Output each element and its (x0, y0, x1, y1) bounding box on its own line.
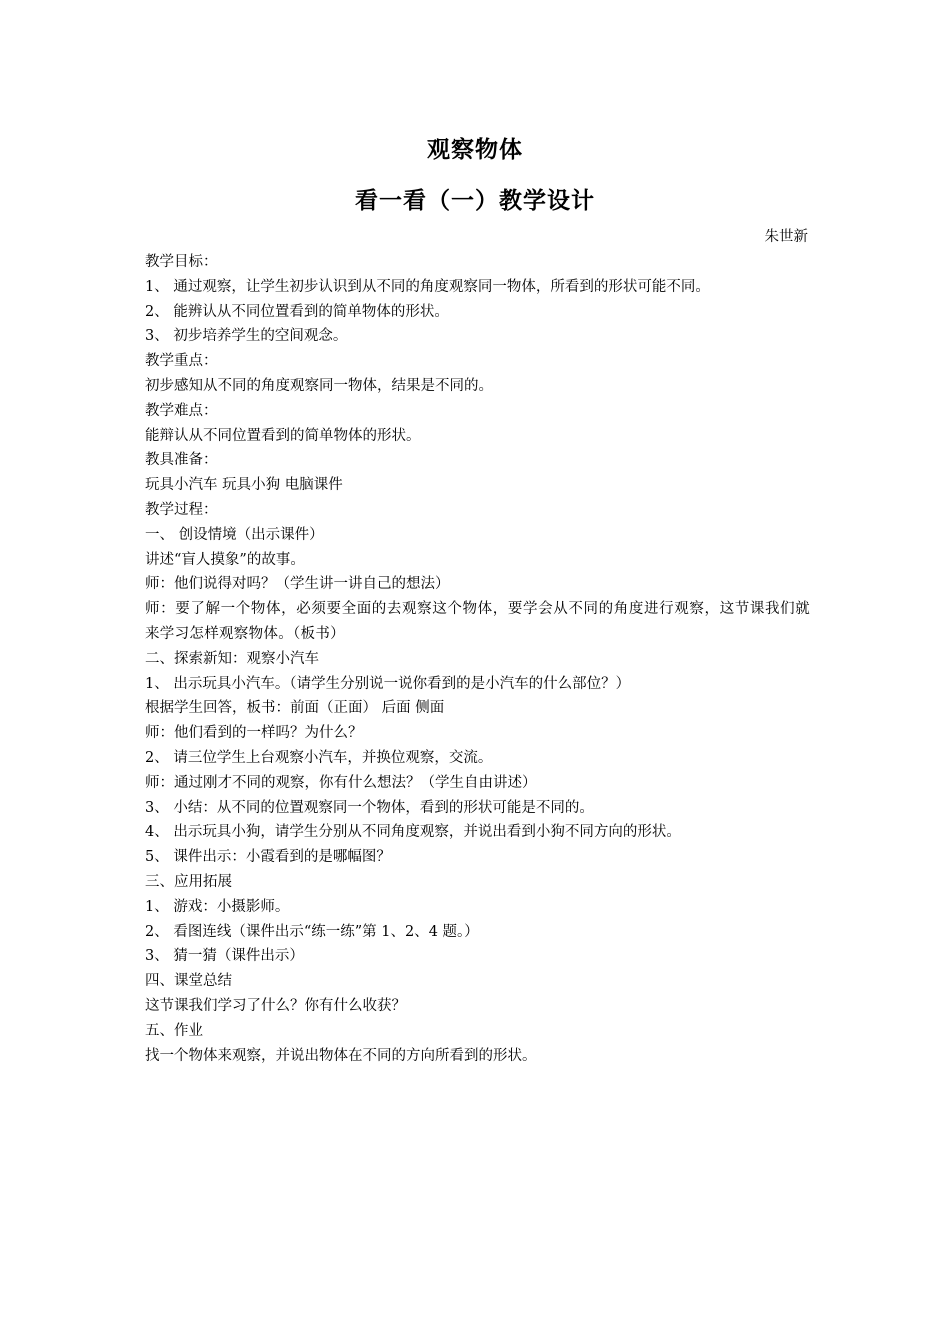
section-heading: 四、课堂总结 (145, 973, 232, 990)
objective-item: 3、 初步培养学生的空间观念。 (145, 328, 348, 345)
step-item: 2、 请三位学生上台观察小汽车，并换位观察，交流。 (145, 749, 493, 766)
heading-difficulties: 教学难点： (145, 402, 218, 419)
heading-teaching-objectives: 教学目标： (145, 254, 218, 270)
document-title: 观察物体 (427, 137, 523, 163)
step-item: 5、 课件出示：小霞看到的是哪幅图？ (145, 849, 391, 866)
heading-key-points: 教学重点： (145, 353, 218, 370)
section-heading: 五、作业 (145, 1022, 203, 1039)
objective-item: 2、 能辨认从不同位置看到的简单物体的形状。 (145, 303, 449, 320)
document-subtitle: 看一看（一）教学设计 (355, 188, 595, 214)
paragraph-line: 这节课我们学习了什么？你有什么收获？ (145, 997, 406, 1014)
document-body (145, 250, 810, 1068)
step-item: 3、 小结：从不同的位置观察同一个物体，看到的形状可能是不同的。 (145, 799, 594, 816)
step-item: 2、 看图连线（课件出示“练一练”第 1、2、4 题。） (145, 923, 479, 940)
step-item: 1、 出示玩具小汽车。（请学生分别说一说你看到的是小汽车的什么部位？） (145, 675, 631, 692)
section-heading: 三、应用拓展 (145, 873, 232, 890)
paragraph-line: 找一个物体来观察，并说出物体在不同的方向所看到的形状。 (145, 1047, 537, 1064)
paragraph-line: 讲述“盲人摸象”的故事。 (145, 551, 305, 568)
objective-item: 1、 通过观察，让学生初步认识到从不同的角度观察同一物体，所看到的形状可能不同。 (145, 278, 710, 295)
paragraph-line: 师：要了解一个物体，必须要全面的去观察这个物体，要学会从不同的角度进行观察，这节课我们就来学习怎样观察物体。（板书） (145, 601, 810, 642)
difficulty-text: 能辩认从不同位置看到的简单物体的形状。 (145, 427, 421, 444)
heading-materials: 教具准备： (145, 452, 218, 469)
paragraph-line: 根据学生回答，板书：前面（正面） 后面 侧面 (145, 700, 445, 717)
paragraph-line: 师：通过刚才不同的观察，你有什么想法？（学生自由讲述） (145, 774, 537, 791)
section-heading: 二、探索新知：观察小汽车 (145, 650, 319, 667)
paragraph-line: 师：他们说得对吗？（学生讲一讲自己的想法） (145, 576, 450, 593)
materials-text: 玩具小汽车 玩具小狗 电脑课件 (145, 477, 343, 494)
paragraph-line: 师：他们看到的一样吗？为什么？ (145, 725, 363, 742)
section-heading: 一、 创设情境（出示课件） (145, 526, 324, 543)
heading-process: 教学过程： (145, 501, 218, 518)
key-point-text: 初步感知从不同的角度观察同一物体，结果是不同的。 (145, 377, 493, 394)
step-item: 4、 出示玩具小狗，请学生分别从不同角度观察，并说出看到小狗不同方向的形状。 (145, 824, 681, 841)
author-name: 朱世新 (764, 229, 808, 245)
step-item: 3、 猜一猜（课件出示） (145, 948, 304, 965)
step-item: 1、 游戏：小摄影师。 (145, 898, 290, 915)
